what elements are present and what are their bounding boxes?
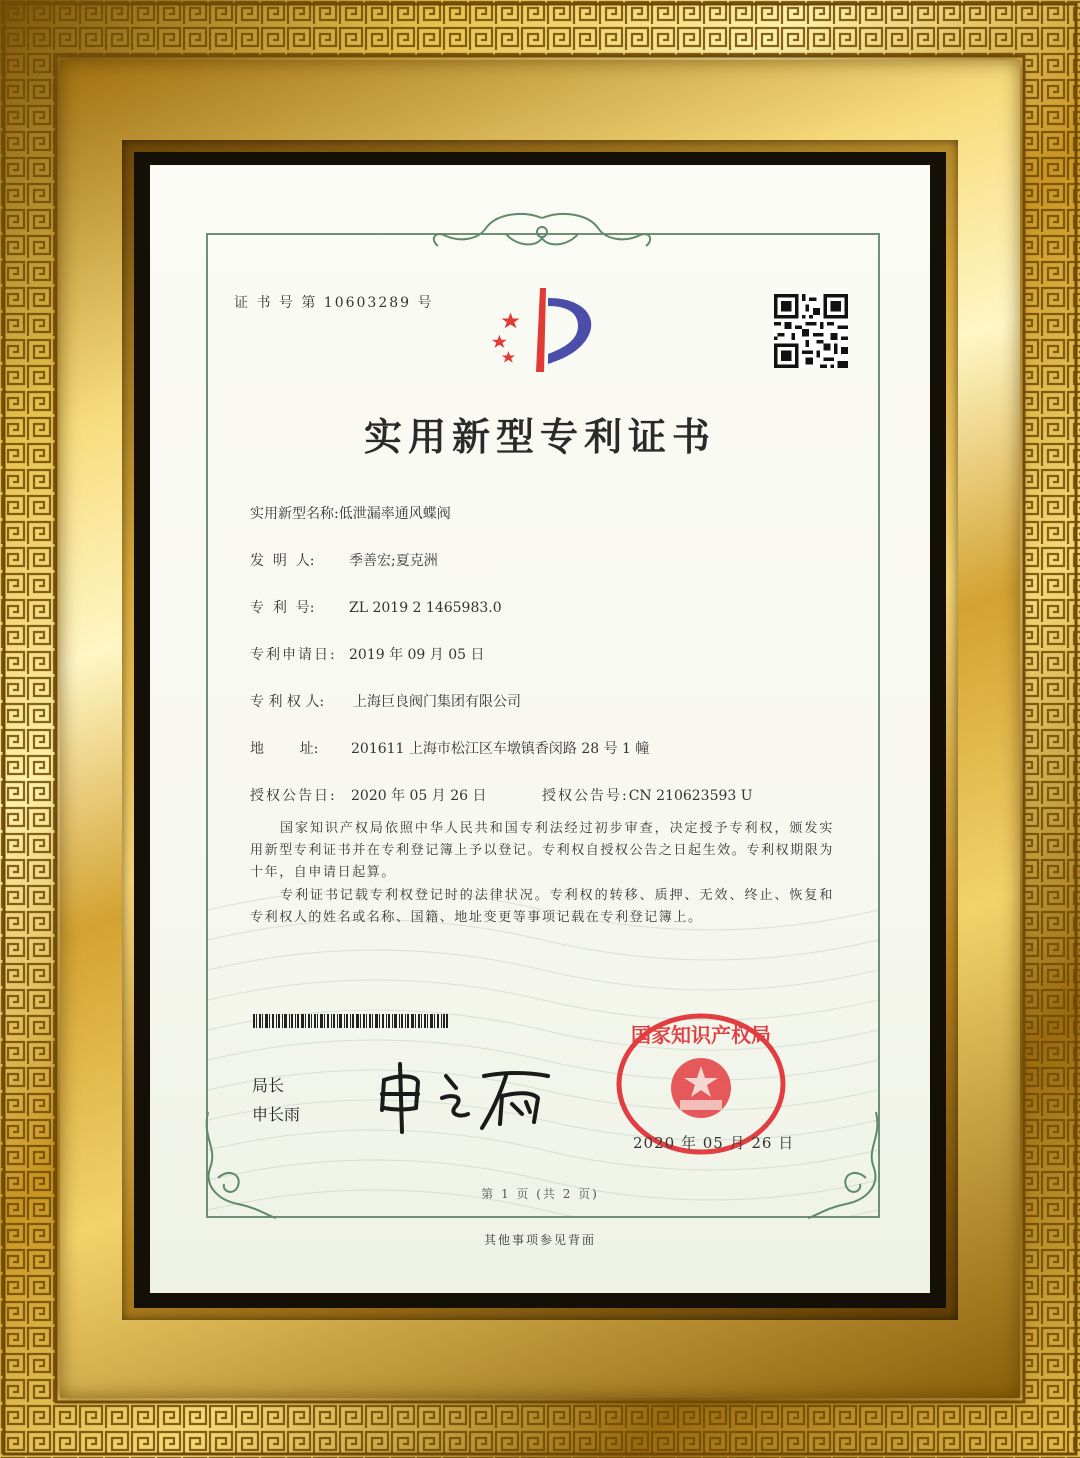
field-grant-date <box>250 785 487 805</box>
seal-text: 国家知识产权局 <box>631 1023 771 1047</box>
field-label: 实用新型名称: <box>250 506 339 522</box>
page-indicator: 第 1 页 (共 2 页) <box>481 1187 599 1201</box>
field-address <box>250 738 649 758</box>
field-patentee <box>250 691 521 711</box>
field-application-date <box>250 644 485 664</box>
certificate-number: 证 书 号 第 10603289 号 <box>234 295 434 311</box>
field-value: 2020 年 05 月 26 日 <box>351 788 487 804</box>
footer-note: 其他事项参见背面 <box>483 1233 596 1247</box>
field-patent-number <box>250 597 502 617</box>
signatory-name: 申长雨 <box>252 1105 301 1124</box>
field-value: 季善宏;夏克洲 <box>349 553 438 569</box>
field-value: ZL 2019 2 1465983.0 <box>349 600 502 616</box>
field-utility-model-name <box>250 503 451 523</box>
cnipa-logo-icon <box>482 284 604 376</box>
field-label: 专 利 权 人: <box>250 694 325 710</box>
field-label: 授权公告日: <box>250 788 337 804</box>
paragraph-grant-statement: 国家知识产权局依照中华人民共和国专利法经过初步审查，决定授予专利权，颁发实用新型专利证书并在专利登记簿上予以登记。专利权自授权公告之日起生效。专利权期限为十年，自申请日起算。 <box>250 821 835 880</box>
seal-date: 2020 年 05 月 26 日 <box>633 1134 795 1152</box>
field-value: 2019 年 09 月 05 日 <box>349 647 485 663</box>
field-label: 发 明 人: <box>250 553 315 569</box>
field-label: 地 址: <box>250 741 319 757</box>
field-announcement-number <box>542 785 753 805</box>
field-inventors <box>250 550 438 570</box>
field-value: 上海巨良阀门集团有限公司 <box>353 694 521 710</box>
handwritten-signature <box>372 1058 554 1138</box>
field-value: 低泄漏率通风蝶阀 <box>338 506 451 522</box>
signatory-title: 局长 <box>252 1076 285 1095</box>
bottom-right-ornament <box>806 1108 886 1220</box>
field-label: 专 利 号: <box>250 600 315 616</box>
top-ornament <box>426 210 658 252</box>
field-value: CN 210623593 U <box>628 788 753 804</box>
qr-code-icon <box>774 294 848 368</box>
certificate-title: 实用新型专利证书 <box>363 414 716 459</box>
field-value: 201611 上海市松江区车墩镇香闵路 28 号 1 幢 <box>351 741 650 757</box>
field-label: 专利申请日: <box>250 647 337 663</box>
barcode-icon <box>253 1014 448 1028</box>
paragraph-legal-status: 专利证书记载专利权登记时的法律状况。专利权的转移、质押、无效、终止、恢复和专利权人的姓名或名称、国籍、地址变更等事项记载在专利登记簿上。 <box>250 888 834 925</box>
field-label: 授权公告号: <box>542 788 629 804</box>
